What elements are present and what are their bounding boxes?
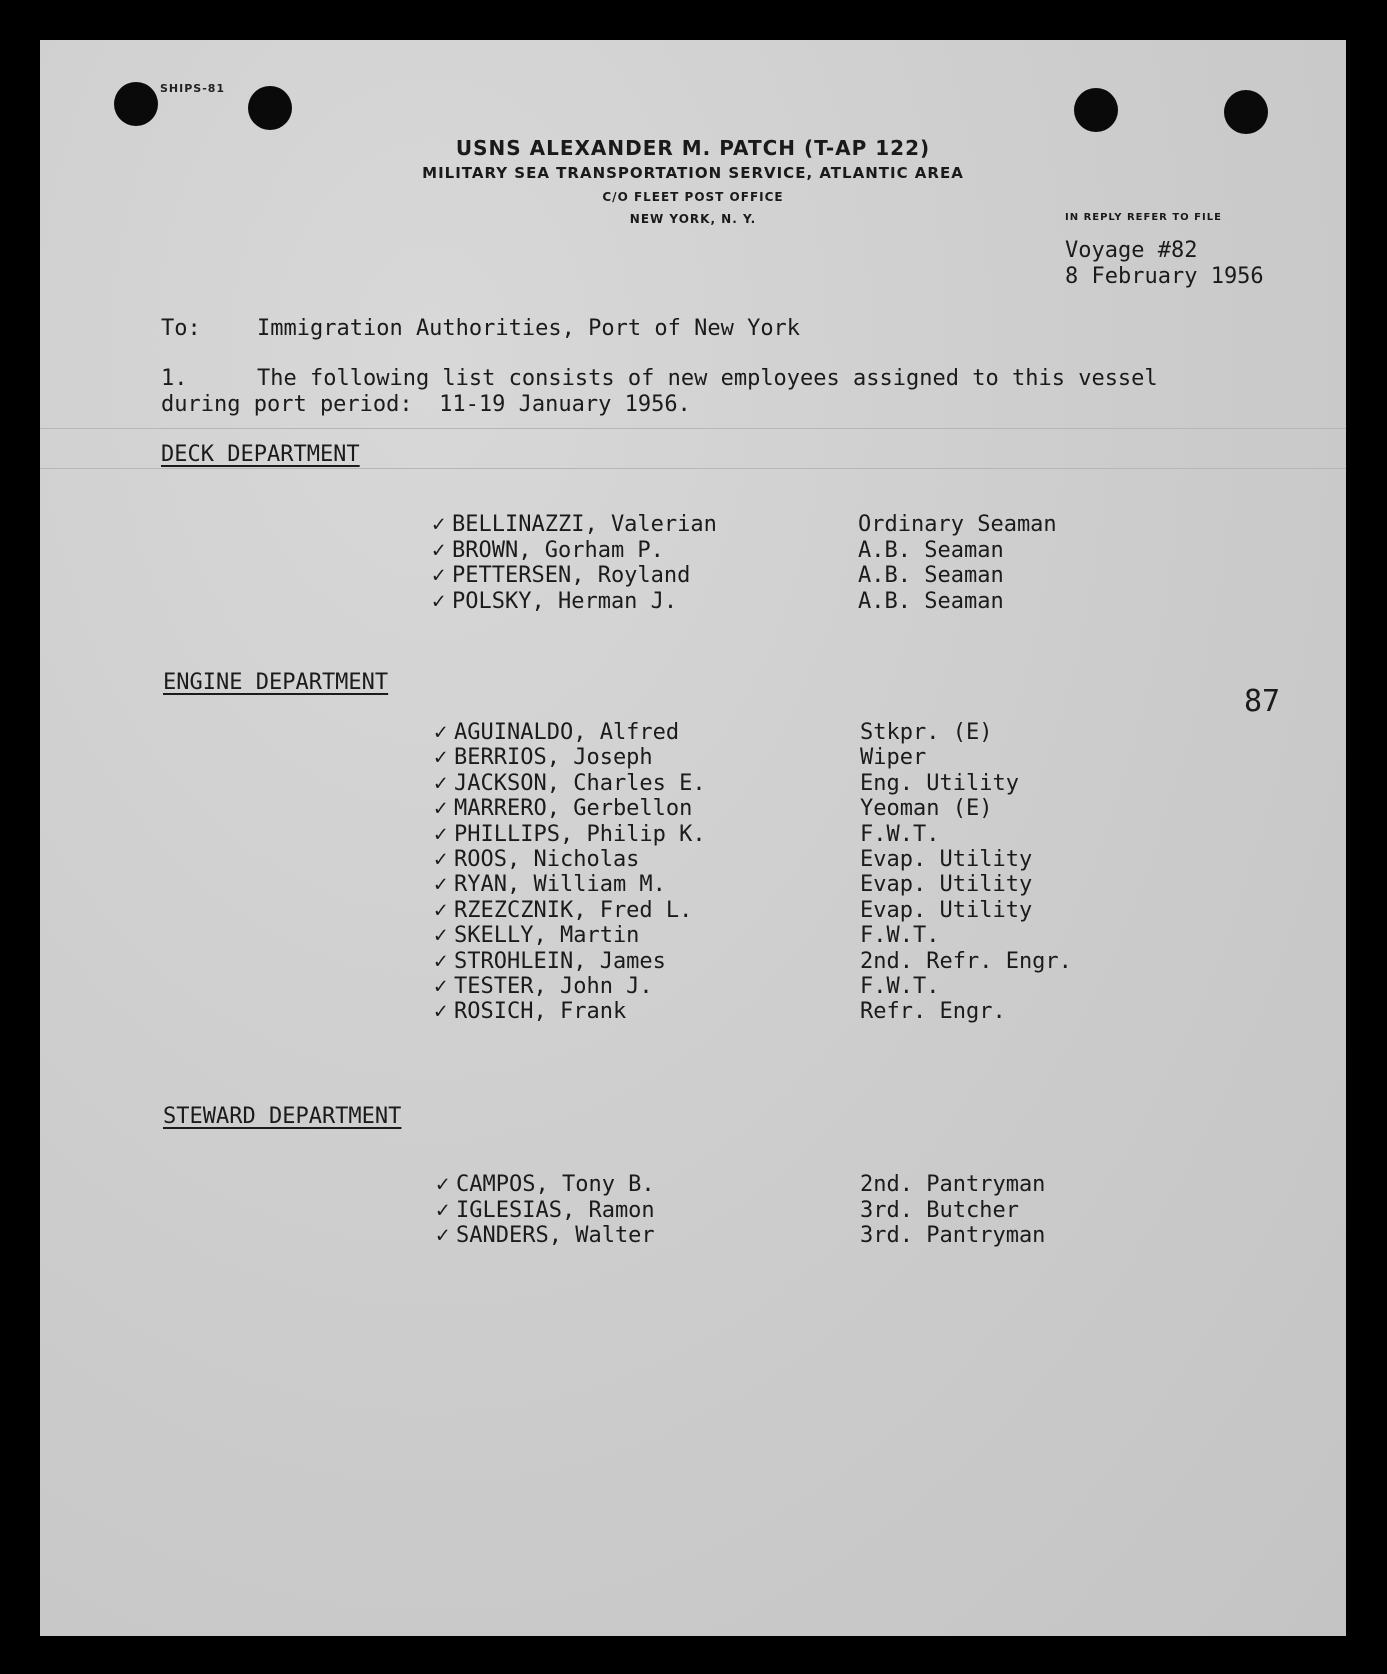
paragraph-line-2: during port period: 11-19 January 1956. [161, 392, 691, 417]
crew-name [436, 1223, 655, 1248]
crew-name [434, 822, 706, 847]
check-mark-icon: ✓ [436, 1197, 450, 1223]
crew-name-text: STROHLEIN, James [454, 948, 666, 974]
check-mark-icon: ✓ [434, 847, 448, 872]
crew-rating: 2nd. Refr. Engr. [860, 948, 1072, 974]
crew-name [434, 872, 666, 897]
check-mark-icon: ✓ [434, 720, 448, 745]
paper-crease [40, 468, 1346, 469]
check-mark-icon: ✓ [436, 1172, 450, 1197]
crew-rating: Evap. Utility [860, 897, 1033, 923]
crew-rating: F.W.T. [860, 821, 940, 847]
crew-name [434, 949, 666, 974]
crew-name [432, 538, 664, 563]
crew-name-text: PETTERSEN, Royland [452, 563, 691, 588]
check-mark-icon: ✓ [434, 770, 448, 796]
crew-rating: 3rd. Butcher [860, 1197, 1019, 1223]
crew-name-text: JACKSON, Charles E. [454, 770, 706, 796]
crew-name-text: CAMPOS, Tony B. [456, 1172, 655, 1197]
punch-hole [1074, 88, 1118, 132]
crew-rating: Evap. Utility [860, 872, 1033, 898]
voyage-number: Voyage #82 [1065, 238, 1198, 263]
crew-name-text: RZEZCZNIK, Fred L. [454, 897, 693, 923]
crew-name-text: POLSKY, Herman J. [452, 588, 678, 614]
crew-name [434, 847, 639, 872]
check-mark-icon: ✓ [434, 923, 448, 949]
letter-date: 8 February 1956 [1065, 264, 1264, 289]
check-mark-icon: ✓ [434, 872, 448, 898]
crew-name [434, 796, 692, 821]
crew-name-text: ROOS, Nicholas [454, 847, 640, 872]
crew-name [434, 745, 653, 770]
crew-name [432, 512, 717, 537]
crew-rating: A.B. Seaman [858, 537, 1004, 563]
crew-name [434, 720, 679, 745]
crew-rating: 2nd. Pantryman [860, 1172, 1046, 1197]
paper-crease [40, 428, 1346, 429]
check-mark-icon: ✓ [432, 537, 446, 563]
crew-name [436, 1198, 655, 1223]
crew-rating: Wiper [860, 745, 927, 771]
form-id: SHIPS-81 [160, 82, 226, 95]
letterhead-city: NEW YORK, N. Y. [629, 212, 757, 226]
crew-rating: Eng. Utility [860, 770, 1019, 796]
crew-name [432, 563, 690, 588]
crew-rating: 3rd. Pantryman [860, 1223, 1046, 1248]
check-mark-icon: ✓ [436, 1223, 450, 1248]
crew-name-text: BELLINAZZI, Valerian [452, 512, 717, 537]
engine-department-heading: ENGINE DEPARTMENT [163, 670, 389, 695]
check-mark-icon: ✓ [434, 974, 448, 999]
check-mark-icon: ✓ [432, 563, 446, 588]
crew-rating: Evap. Utility [860, 847, 1033, 872]
check-mark-icon: ✓ [434, 999, 448, 1025]
crew-name [434, 999, 626, 1024]
crew-rating: Yeoman (E) [860, 796, 993, 822]
punch-hole [114, 82, 158, 126]
crew-rating: Ordinary Seaman [858, 512, 1057, 537]
crew-name-text: BERRIOS, Joseph [454, 745, 653, 771]
page-number: 87 [1244, 684, 1281, 719]
punch-hole [1224, 90, 1268, 134]
letterhead-office: C/O FLEET POST OFFICE [602, 190, 784, 204]
crew-rating: A.B. Seaman [858, 563, 1004, 588]
crew-name-text: SKELLY, Martin [454, 923, 640, 949]
paragraph-number: 1. [161, 366, 188, 391]
check-mark-icon: ✓ [434, 745, 448, 771]
reply-reference: IN REPLY REFER TO FILE [1065, 212, 1222, 223]
deck-department-heading: DECK DEPARTMENT [161, 442, 360, 467]
crew-name-text: MARRERO, Gerbellon [454, 796, 693, 822]
check-mark-icon: ✓ [432, 512, 446, 537]
crew-name [434, 974, 653, 999]
crew-name-text: SANDERS, Walter [456, 1223, 655, 1248]
to-label: To: [161, 316, 201, 341]
crew-rating: F.W.T. [860, 974, 940, 999]
crew-name [436, 1172, 655, 1197]
crew-name-text: BROWN, Gorham P. [452, 537, 664, 563]
crew-rating: A.B. Seaman [858, 588, 1004, 614]
crew-name-text: ROSICH, Frank [454, 999, 627, 1025]
crew-rating: Stkpr. (E) [860, 720, 993, 745]
crew-name [434, 771, 706, 796]
crew-rating: Refr. Engr. [860, 999, 1006, 1025]
check-mark-icon: ✓ [434, 796, 448, 822]
crew-rating: F.W.T. [860, 923, 940, 949]
check-mark-icon: ✓ [434, 821, 448, 847]
steward-department-heading: STEWARD DEPARTMENT [163, 1104, 402, 1129]
check-mark-icon: ✓ [432, 588, 446, 614]
crew-name-text: IGLESIAS, Ramon [456, 1197, 655, 1223]
crew-name [434, 898, 692, 923]
crew-name-text: RYAN, William M. [454, 872, 666, 898]
check-mark-icon: ✓ [434, 897, 448, 923]
crew-name [432, 589, 677, 614]
paragraph-line-1: The following list consists of new employees assigned to this vessel [257, 366, 1158, 391]
document-page [40, 40, 1346, 1636]
to-recipient: Immigration Authorities, Port of New York [257, 316, 801, 341]
crew-name [434, 923, 639, 948]
crew-name-text: AGUINALDO, Alfred [454, 720, 680, 745]
crew-name-text: TESTER, John J. [454, 974, 653, 999]
letterhead-service: MILITARY SEA TRANSPORTATION SERVICE, ATLANTIC AREA [422, 164, 964, 182]
crew-name-text: PHILLIPS, Philip K. [454, 821, 706, 847]
letterhead-ship: USNS ALEXANDER M. PATCH (T-AP 122) [455, 136, 931, 160]
punch-hole [248, 86, 292, 130]
check-mark-icon: ✓ [434, 948, 448, 974]
